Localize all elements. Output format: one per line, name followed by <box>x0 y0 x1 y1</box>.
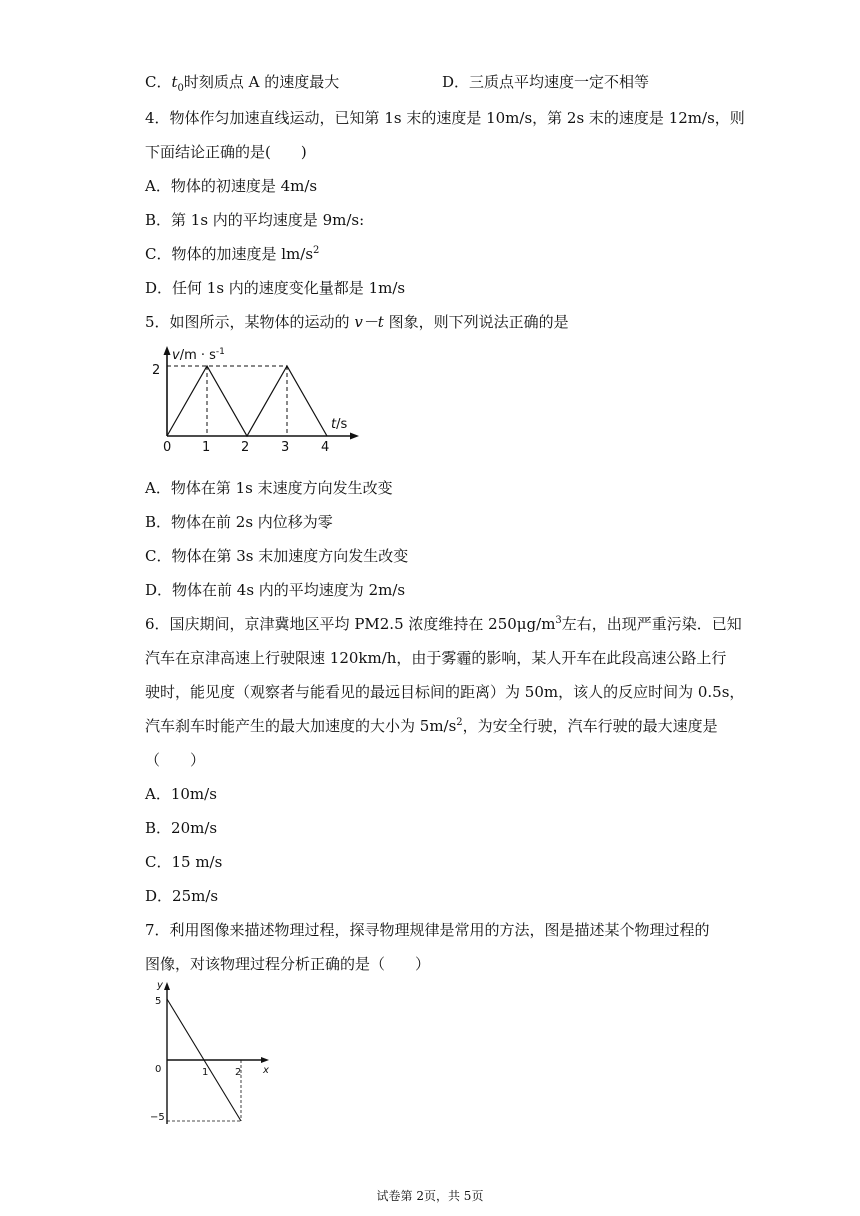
q5-vt-graph <box>145 342 370 457</box>
q5-x-tick-0: 0 <box>163 440 172 455</box>
q4-option-c: C．物体的加速度是 $lm/s^2$ <box>145 245 320 263</box>
q5-y-axis-arrow <box>164 346 171 355</box>
q7-x-tick-1: 1 <box>202 1067 209 1078</box>
q5-stem: 5．如图所示，某物体的运动的 v－t 图象，则下列说法正确的是 <box>145 313 569 331</box>
q6-option-a: A．10m/s <box>145 785 217 803</box>
q5-y-label: $v/m \cdot s^{-1}$ <box>172 347 225 363</box>
q6-stem-line4: 汽车刹车时能产生的最大加速度的大小为 $5m/s^2$，为安全行驶，汽车行驶的最大速度是 <box>145 717 718 735</box>
q6-stem-line1: 6．国庆期间，京津冀地区平均 PM2.5 浓度维持在 $250\mu g/m^3$左右，出现严重污染．已知 <box>145 615 742 633</box>
q4-option-a: A．物体的初速度是 4m/s <box>145 177 318 195</box>
q6-option-d: D．25m/s <box>145 887 219 905</box>
q7-x-tick-2: 2 <box>235 1067 242 1078</box>
q3-option-d: D．三质点平均速度一定不相等 <box>442 73 650 91</box>
q7-y-tick-neg: −5 <box>150 1112 165 1123</box>
q7-y-tick-pos: 5 <box>155 996 162 1007</box>
q6-stem-line5: （ ） <box>145 751 206 769</box>
q5-option-a: A．物体在第 1s 末速度方向发生改变 <box>145 479 393 497</box>
q7-x-axis-arrow <box>261 1057 269 1063</box>
q5-velocity-line <box>167 366 327 436</box>
q7-y-axis-arrow <box>164 982 170 990</box>
q5-x-tick-2: 2 <box>241 440 250 455</box>
q5-option-b: B．物体在前 2s 内位移为零 <box>145 513 333 531</box>
q4-option-d: D．任何 1s 内的速度变化量都是 1m/s <box>145 279 406 297</box>
q5-x-axis-arrow <box>350 433 359 440</box>
q6-stem-line3: 驶时，能见度（观察者与能看见的最远目标间的距离）为 50m，该人的反应时间为 0.5s， <box>145 683 745 701</box>
q6-option-c: C．15 m/s <box>145 853 223 871</box>
q5-x-tick-1: 1 <box>202 440 211 455</box>
q4-stem-line1: 4．物体作匀加速直线运动，已知第 1s 末的速度是 10m/s，第 2s 末的速度是 12m/s，则 <box>145 109 745 127</box>
q6-option-b: B．20m/s <box>145 819 218 837</box>
q7-y-label: y <box>157 980 163 991</box>
q7-x-label: x <box>263 1065 269 1076</box>
q7-origin-label: 0 <box>155 1064 162 1075</box>
q4-option-b: B．第 1s 内的平均速度是 9m/s: <box>145 211 365 229</box>
q5-x-tick-4: 4 <box>321 440 330 455</box>
q5-y-tick-2: 2 <box>152 363 161 378</box>
q7-stem-line1: 7．利用图像来描述物理过程，探寻物理规律是常用的方法，图是描述某个物理过程的 <box>145 921 710 939</box>
q5-x-tick-3: 3 <box>281 440 290 455</box>
page-footer: 试卷第 2页，共 5页 <box>376 1189 484 1203</box>
q3-option-c: C．$t_0$时刻质点 A 的速度最大 <box>145 73 340 94</box>
q7-stem-line2: 图像，对该物理过程分析正确的是（ ） <box>145 955 431 973</box>
q5-option-c: C．物体在第 3s 末加速度方向发生改变 <box>145 547 409 565</box>
q7-graph <box>145 978 280 1128</box>
q6-stem-line2: 汽车在京津高速上行驶限速 120km/h，由于雾霾的影响，某人开车在此段高速公路上行 <box>145 649 727 667</box>
q5-x-label: t/s <box>331 417 348 432</box>
q5-option-d: D．物体在前 4s 内的平均速度为 2m/s <box>145 581 406 599</box>
q4-stem-line2: 下面结论正确的是( ) <box>145 143 307 161</box>
